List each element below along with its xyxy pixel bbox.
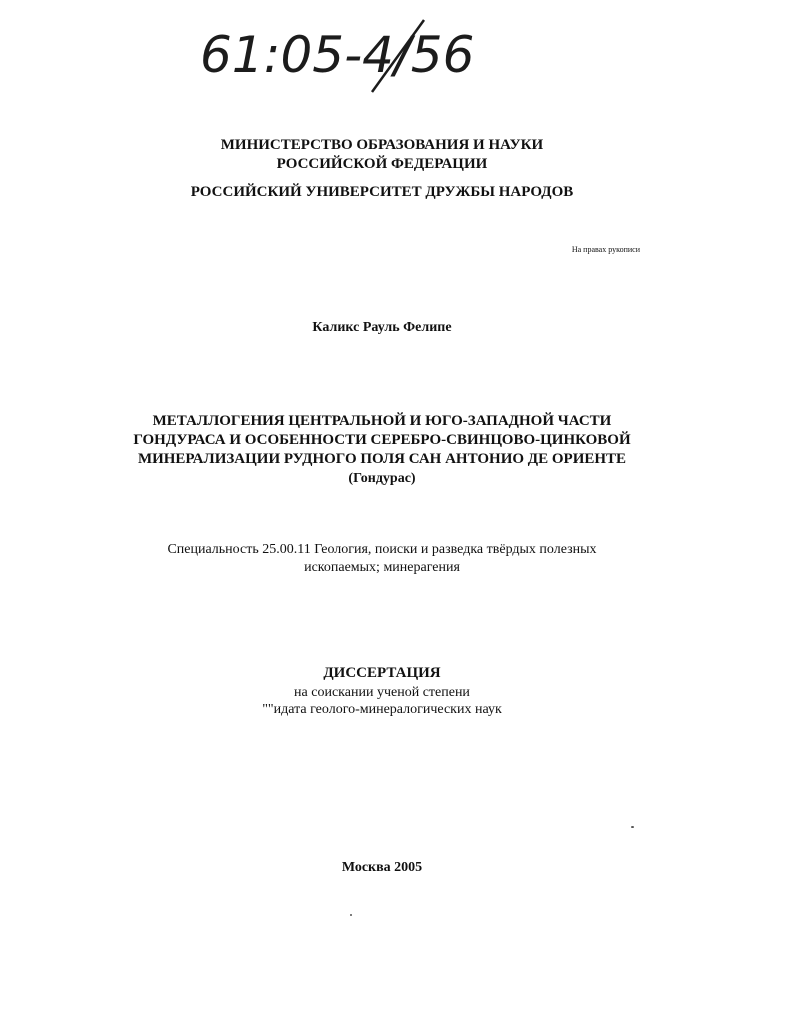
- ministry-line-2: РОССИЙСКОЙ ФЕДЕРАЦИИ: [276, 156, 488, 172]
- dissertation-title: [0, 412, 764, 488]
- handwritten-archive-number: [196, 14, 496, 94]
- scan-speck: [631, 826, 634, 828]
- handwritten-number-svg: [196, 14, 496, 94]
- specialty-line-1: Специальность 25.00.11 Геология, поиски и разведка твёрдых полезных: [167, 542, 597, 557]
- place-and-year: Москва 2005: [341, 860, 423, 875]
- specialty-line-2: ископаемых; минерагения: [304, 560, 460, 575]
- university-name: РОССИЙСКИЙ УНИВЕРСИТЕТ ДРУЖБЫ НАРОДОВ: [190, 184, 574, 200]
- title-line-3: МИНЕРАЛИЗАЦИИ РУДНОГО ПОЛЯ САН АНТОНИО ДЕ ОРИЕНТЕ: [137, 451, 627, 467]
- title-line-4: (Гондурас): [348, 471, 416, 486]
- manuscript-note: На правах рукописи: [571, 245, 640, 254]
- title-line-1: МЕТАЛЛОГЕНИЯ ЦЕНТРАЛЬНОЙ И ЮГО-ЗАПАДНОЙ ЧАСТИ: [152, 413, 612, 429]
- handwritten-number-text: 61:05-4/56: [200, 26, 475, 84]
- scan-speck: [350, 914, 352, 916]
- dissertation-heading: ДИССЕРТАЦИЯ: [323, 665, 441, 681]
- title-line-2: ГОНДУРАСА И ОСОБЕННОСТИ СЕРЕБРО-СВИНЦОВО-ЦИНКОВОЙ: [133, 432, 631, 448]
- ministry-block: [0, 136, 764, 174]
- specialty-block: [0, 541, 764, 577]
- author-name: Каликс Рауль Фелипе: [312, 320, 452, 335]
- ministry-line-1: МИНИСТЕРСТВО ОБРАЗОВАНИЯ И НАУКИ: [220, 137, 544, 153]
- dissertation-line-1: на соискании ученой степени: [294, 685, 470, 700]
- dissertation-line-2: ""идата геолого-минералогических наук: [262, 702, 502, 717]
